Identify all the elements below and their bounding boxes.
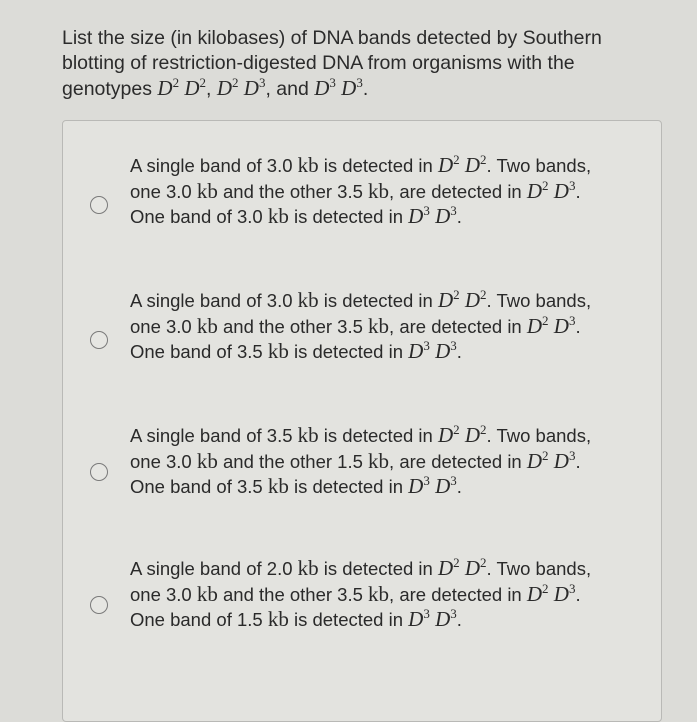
genotype-d2d2: $D^2$ $D^2$ xyxy=(157,75,206,100)
genotype-d2d3: $D^2$ $D^3$ xyxy=(216,75,266,100)
answer-options-card xyxy=(62,120,662,722)
answer-option-4[interactable] xyxy=(63,556,661,684)
sep: , xyxy=(206,78,217,100)
radio-button-icon[interactable] xyxy=(90,596,108,614)
answer-option-2[interactable] xyxy=(63,288,661,416)
answer-option-3-text: A single band of 3.5 kb is detected in $D^2$ $D^2$. Two bands, one 3.0 kb and the other 1.5 kb, are detected in $D^2$ $D^3$. One band of 3.5 kb is detected in $D^3$ $D^3$. xyxy=(130,422,592,498)
genotype-d3d3: $D^3$ $D^3$ xyxy=(314,75,363,100)
answer-option-4-text: A single band of 2.0 kb is detected in $D^2$ $D^2$. Two bands, one 3.0 kb and the other 3.5 kb, are detected in $D^2$ $D^3$. One band of 1.5 kb is detected in $D^3$ $D^3$. xyxy=(130,555,592,631)
radio-button-icon[interactable] xyxy=(90,196,108,214)
radio-button-icon[interactable] xyxy=(90,463,108,481)
sep: , and xyxy=(265,78,315,100)
answer-option-1[interactable] xyxy=(63,153,661,281)
answer-option-3[interactable] xyxy=(63,423,661,551)
question-end: . xyxy=(362,78,369,100)
question-intro: List the size (in kilobases) of DNA bands detected by Southern blotting of restriction-digested DNA from organisms with the genotypes xyxy=(62,27,602,100)
radio-button-icon[interactable] xyxy=(90,331,108,349)
question-text xyxy=(62,26,662,102)
answer-option-1-text: A single band of 3.0 kb is detected in $D^2$ $D^2$. Two bands, one 3.0 kb and the other 3.5 kb, are detected in $D^2$ $D^3$. One band of 3.0 kb is detected in $D^3$ $D^3$. xyxy=(130,152,592,228)
answer-option-2-text: A single band of 3.0 kb is detected in $D^2$ $D^2$. Two bands, one 3.0 kb and the other 3.5 kb, are detected in $D^2$ $D^3$. One band of 3.5 kb is detected in $D^3$ $D^3$. xyxy=(130,287,592,363)
